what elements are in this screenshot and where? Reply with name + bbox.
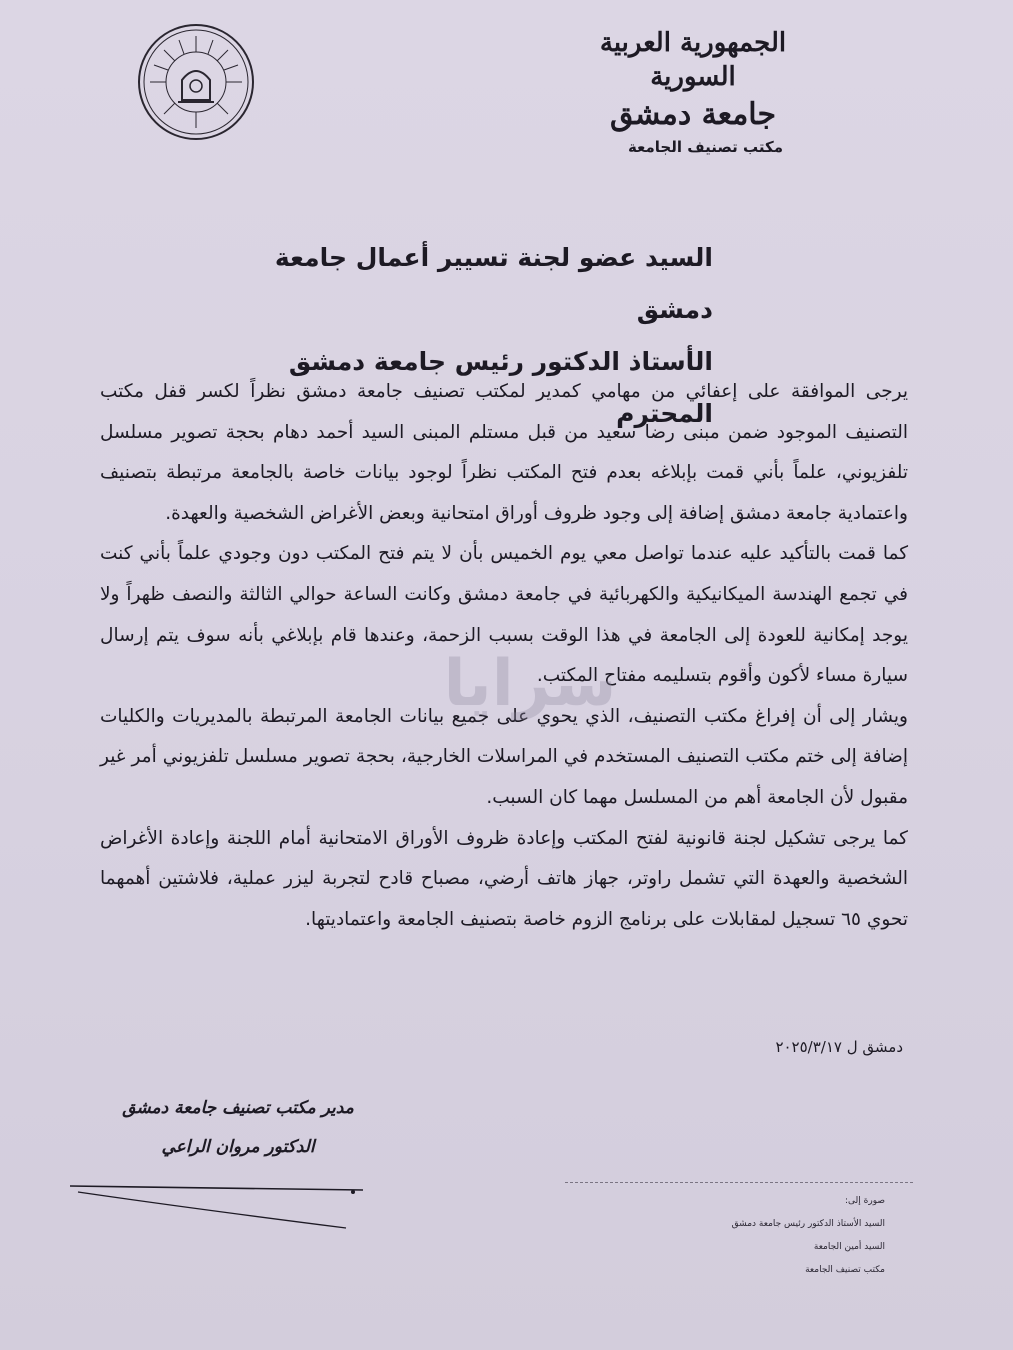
watermark-text: سرايا bbox=[443, 647, 617, 721]
cc-heading: صورة إلى: bbox=[845, 1196, 885, 1206]
paragraph-4: كما يرجى تشكيل لجنة قانونية لفتح المكتب وإعادة ظروف الأوراق الامتحانية أمام اللجنة وإعادة الأغراض الشخصية والعهدة التي تشمل راوتر، جهاز هاتف أرضي، مصباح قادح لتجربة ليزر عملية، فلاشتين أهمهما تحوي ٦٥ تسجيل لمقابلات على برنامج الزوم خاصة بتصنيف الجامعة واعتماديتها. bbox=[100, 827, 908, 930]
signatory-name: الدكتور مروان الراعي bbox=[161, 1137, 315, 1157]
signature-stroke bbox=[68, 1178, 368, 1238]
paragraph-1: يرجى الموافقة على إعفائي من مهامي كمدير لمكتب تصنيف جامعة دمشق نظراً لكسر قفل مكتب التصنيف الموجود ضمن مبنى رضا سعيد من قبل مستلم المبنى السيد أحمد دهام بحجة تصوير مسلسل تلفزيوني، علماً بأني قمت بإبلاغه بعدم فتح المكتب نظراً لوجود بيانات خاصة بالجامعة مرتبطة بتصنيف واعتمادية جامعة دمشق إضافة إلى وجود ظروف أوراق امتحانية وبعض الأغراض الشخصية والعهدة. bbox=[100, 381, 908, 524]
office-name: مكتب تصنيف الجامعة bbox=[627, 138, 783, 156]
cc-divider bbox=[565, 1182, 913, 1183]
signatory-title: مدير مكتب تصنيف جامعة دمشق bbox=[122, 1098, 354, 1118]
addressee-line-1: السيد عضو لجنة تسيير أعمال جامعة دمشق bbox=[274, 243, 713, 324]
cc-item: مكتب تصنيف الجامعة bbox=[805, 1265, 885, 1275]
letterhead bbox=[563, 26, 823, 156]
cc-item: السيد الأستاذ الدكتور رئيس جامعة دمشق bbox=[731, 1219, 885, 1229]
seal-text bbox=[136, 22, 256, 142]
signature-block bbox=[88, 1093, 388, 1171]
addressee-line-2: الأستاذ الدكتور رئيس جامعة دمشق المحترم bbox=[288, 347, 713, 428]
republic-name: الجمهورية العربية السورية bbox=[599, 28, 787, 92]
paragraph-2: كما قمت بالتأكيد عليه عندما تواصل معي يوم الخميس بأن لا يتم فتح المكتب دون وجودي علماً بأني كنت في تجمع الهندسة الميكانيكية والكهربائية في جامعة دمشق وكانت الساعة حوالي الثالثة والنصف ظهراً ولا يوجد إمكانية للعودة إلى الجامعة في هذا الوقت بسبب الزحمة، وعندها قام بإبلاغي بأنه سوف يتم إرسال سيارة مساء لأكون وأقوم بتسليمه مفتاح المكتب. bbox=[100, 543, 908, 687]
cc-list bbox=[625, 1190, 885, 1282]
cc-item: السيد أمين الجامعة bbox=[813, 1242, 885, 1252]
university-name: جامعة دمشق bbox=[610, 97, 776, 132]
paragraph-3: ويشار إلى أن إفراغ مكتب التصنيف، الذي يحوي على جميع بيانات الجامعة المرتبطة بالمديريات والكليات إضافة إلى ختم مكتب التصنيف المستخدم في المراسلات الخارجية، بحجة تصوير مسلسل تلفزيوني أمر غير مقبول لأن الجامعة أهم من المسلسل مهما كان السبب. bbox=[100, 705, 908, 808]
watermark-logo bbox=[420, 625, 640, 735]
letter-date: دمشق ل ٢٠٢٥/٣/١٧ bbox=[775, 1038, 903, 1056]
